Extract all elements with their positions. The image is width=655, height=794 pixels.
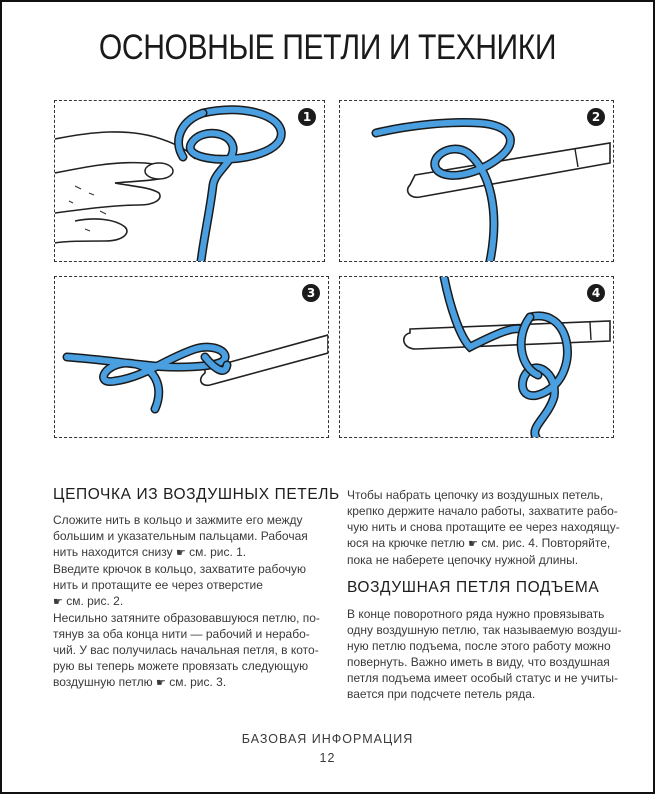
turning-chain-instructions [347, 606, 622, 702]
pointing-hand-icon: ☛ [53, 595, 63, 608]
text-line: В конце поворотного ряда нужно провязывать [347, 607, 605, 621]
section-heading-chain: ЦЕПОЧКА ИЗ ВОЗДУШНЫХ ПЕТЕЛЬ [53, 486, 340, 503]
footer-section-name: БАЗОВАЯ ИНФОРМАЦИЯ [241, 732, 414, 746]
text-line: петля подъема имеет особый статус и не учиты- [347, 671, 619, 685]
text-line: чий. У вас получилась начальная петля, в кото- [53, 643, 319, 657]
text-line: Сложите нить в кольцо и зажмите его между [53, 513, 303, 527]
figure-reference: см. рис. 3. [169, 675, 227, 689]
text-line [53, 593, 328, 610]
page-number: 12 [319, 751, 336, 765]
text-line: Введите крючок в кольцо, захватите рабочую [53, 562, 307, 576]
text-line: рую вы теперь можете провязать следующую [53, 659, 309, 673]
text-line-part: юся на крючке петлю [347, 536, 465, 550]
figure-reference: см. рис. 4. Повторяйте, [481, 536, 611, 550]
pointing-hand-icon: ☛ [468, 537, 478, 550]
text-line [53, 674, 328, 691]
figure-number-badge: 1 [298, 108, 316, 126]
figure-number-badge: 3 [302, 284, 320, 302]
text-line: крепко держите начало работы, захватите рабо- [347, 504, 618, 518]
text-line: тянув за оба конца нити — рабочий и нерабо- [53, 627, 310, 641]
text-line: Чтобы набрать цепочку из воздушных петель, [347, 488, 604, 502]
text-line-part: воздушную петлю [53, 675, 153, 689]
pointing-hand-icon: ☛ [155, 676, 166, 689]
text-line: пока не наберете цепочку нужной длины. [347, 553, 579, 567]
figure-reference: см. рис. 1. [189, 545, 247, 559]
text-line-part: нить находится снизу [53, 545, 173, 559]
text-line: большим и указательным пальцами. Рабочая [53, 529, 308, 543]
chain-instructions-right [347, 487, 622, 568]
text-line: одну воздушную петлю, так называемую воздуш- [347, 623, 622, 637]
text-line: вается при подсчете петель ряда. [347, 687, 536, 701]
text-line: нить и протащите ее через отверстие [53, 578, 263, 592]
figure-reference: см. рис. 2. [66, 594, 124, 608]
text-line: Несильно затяните образовавшуюся петлю, по- [53, 611, 320, 625]
slip-knot-on-hook-illustration [55, 277, 328, 437]
figure-2 [339, 100, 614, 262]
hand-holding-yarn-ring-illustration [55, 101, 324, 261]
section-heading-turning-chain: ВОЗДУШНАЯ ПЕТЛЯ ПОДЪЕМА [347, 579, 600, 596]
text-line [53, 544, 328, 561]
pointing-hand-icon: ☛ [175, 546, 186, 559]
figure-number-badge: 2 [587, 108, 605, 126]
text-line: чую нить и снова протащите ее через находящу- [347, 520, 620, 534]
figure-number-badge: 4 [587, 284, 605, 302]
page-title: ОСНОВНЫЕ ПЕТЛИ И ТЕХНИКИ [98, 28, 557, 67]
chain-stitch-on-hook-illustration [340, 277, 613, 437]
text-line [347, 535, 622, 552]
text-line: ную петлю подъема, после этого работу можно [347, 639, 611, 653]
text-line: повернуть. Важно иметь в виду, что воздушная [347, 655, 610, 669]
figure-4 [339, 276, 614, 438]
chain-instructions-left [53, 512, 328, 691]
hook-through-ring-illustration [340, 101, 613, 261]
figure-1 [54, 100, 325, 262]
figure-3 [54, 276, 329, 438]
